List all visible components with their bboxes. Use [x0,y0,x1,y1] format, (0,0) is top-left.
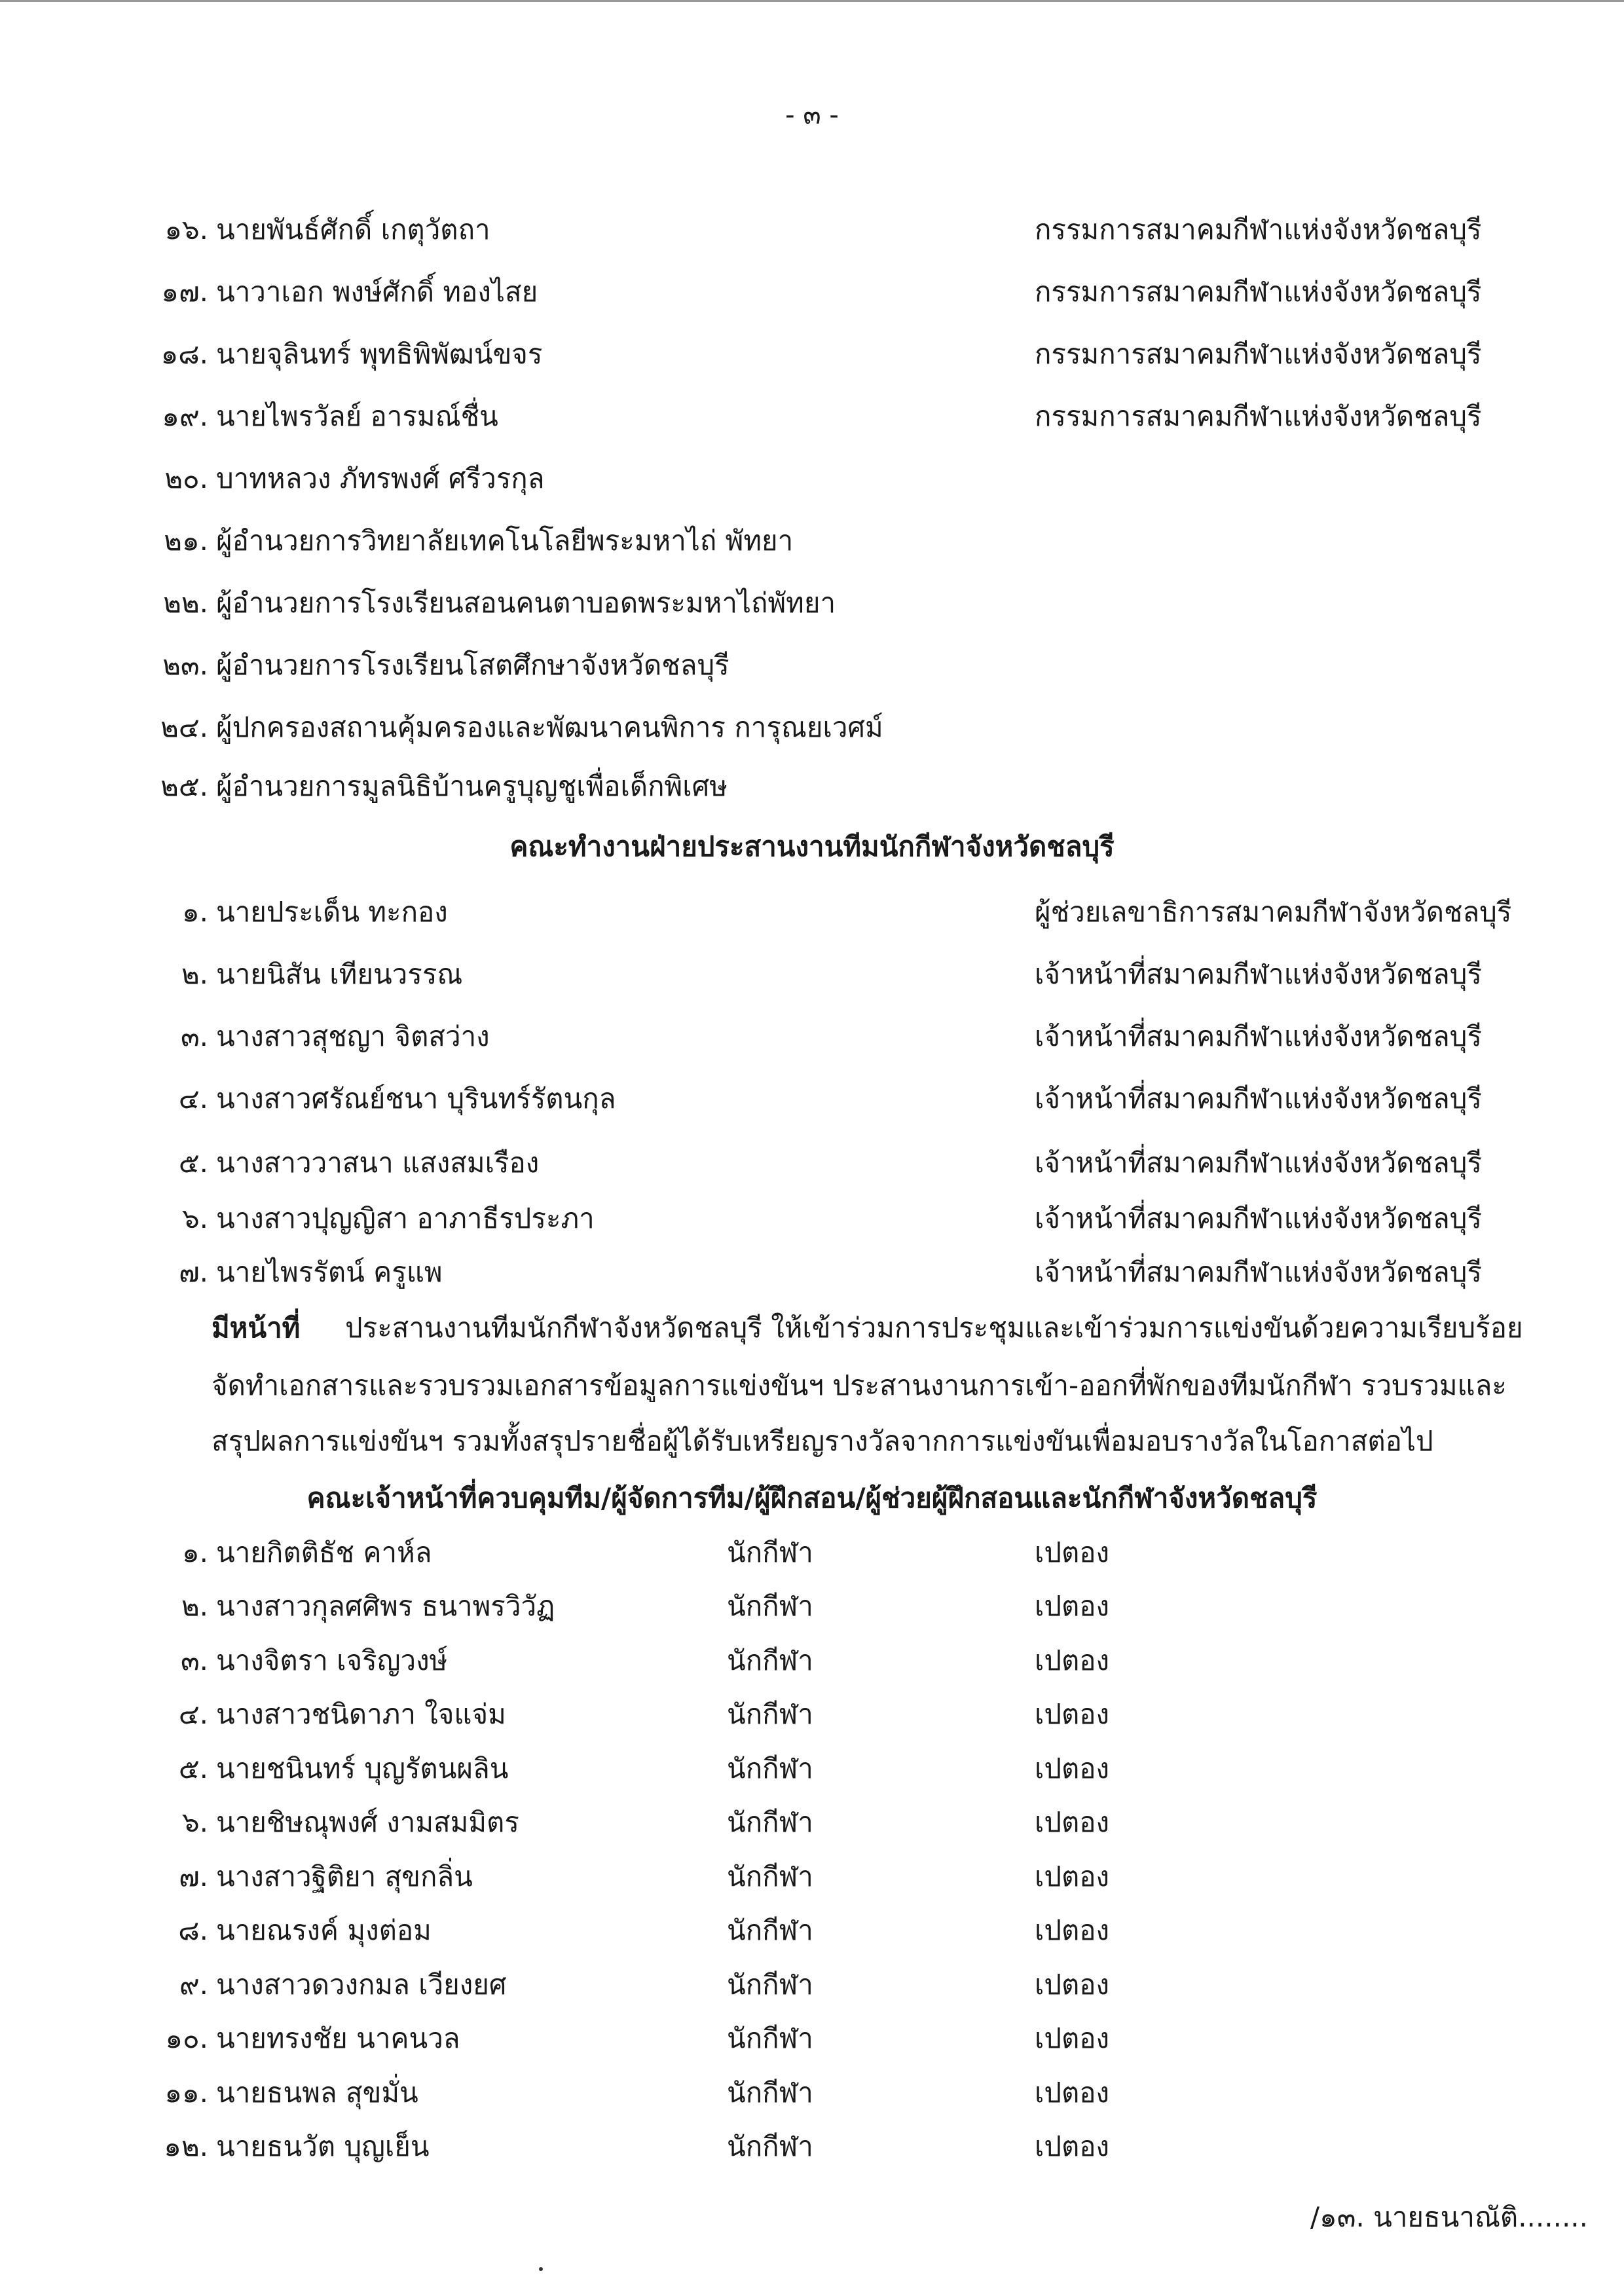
member-position: นักกีฬา [727,1969,813,2001]
member-number: ๔. [178,1698,208,1730]
member-name: นายชิษณุพงศ์ งามสมมิตร [216,1806,519,1838]
member-name: ผู้อำนวยการโรงเรียนสอนคนตาบอดพระมหาไถ่พัทยา [216,587,836,619]
member-number: ๑๗. [161,276,208,308]
member-number: ๒๕. [160,770,208,802]
member-position: นักกีฬา [727,1644,813,1676]
member-role: ผู้ช่วยเลขาธิการสมาคมกีฬาจังหวัดชลบุรี [1035,896,1512,928]
coordination-heading: คณะทำงานฝ่ายประสานงานทีมนักกีฬาจังหวัดชลบุรี [509,830,1115,862]
member-role: กรรมการสมาคมกีฬาแห่งจังหวัดชลบุรี [1035,338,1482,370]
member-sport: เปตอง [1035,1969,1110,2001]
member-name: นางสาวดวงกมล เวียงยศ [216,1969,507,2001]
member-sport: เปตอง [1035,1590,1110,1622]
member-position: นักกีฬา [727,1914,813,1946]
member-number: ๕. [178,1147,208,1179]
member-name: นายกิตติธัช คาห์ล [216,1536,432,1568]
member-name: นางสาววาสนา แสงสมเรือง [216,1147,540,1179]
member-name: นายชนินทร์ บุญรัตนผลิน [216,1752,509,1784]
member-name: นายธนวัต บุญเย็น [216,2130,430,2162]
team-heading: คณะเจ้าหน้าที่ควบคุมทีม/ผู้จัดการทีม/ผู้ฝึกสอน/ผู้ช่วยผู้ฝึกสอนและนักกีฬาจังหวัดชลบุรี [306,1482,1318,1514]
member-number: ๑. [181,1536,208,1568]
member-number: ๑๙. [162,400,208,432]
member-position: นักกีฬา [727,1698,813,1730]
member-number: ๒. [181,1590,208,1622]
member-name: ผู้อำนวยการโรงเรียนโสตศึกษาจังหวัดชลบุรี [216,649,729,681]
member-position: นักกีฬา [727,1860,813,1893]
member-sport: เปตอง [1035,1752,1110,1784]
member-position: นักกีฬา [727,1806,813,1838]
member-number: ๒๑. [164,525,208,557]
member-role: เจ้าหน้าที่สมาคมกีฬาแห่งจังหวัดชลบุรี [1035,958,1483,990]
member-role: เจ้าหน้าที่สมาคมกีฬาแห่งจังหวัดชลบุรี [1035,1202,1483,1234]
member-name: นางสาวฐิติยา สุขกลิ่น [216,1860,473,1893]
page-number: - ๓ - [785,100,839,130]
member-position: นักกีฬา [727,1752,813,1784]
continuation-note: /๑๓. นายธนาณัติ........ [1310,2201,1588,2233]
member-role: เจ้าหน้าที่สมาคมกีฬาแห่งจังหวัดชลบุรี [1035,1082,1483,1115]
member-position: นักกีฬา [727,1590,813,1622]
member-name: นายจุลินทร์ พุทธิพิพัฒน์ขจร [216,338,543,370]
member-name: นางสาวชนิดาภา ใจแจ่ม [216,1698,506,1730]
member-position: นักกีฬา [727,1536,813,1568]
member-name: ผู้อำนวยการวิทยาลัยเทคโนโลยีพระมหาไถ่ พัทยา [216,525,794,557]
member-sport: เปตอง [1035,1698,1110,1730]
member-name: นายทรงชัย นาคนวล [216,2022,460,2054]
scan-top-edge [0,0,1624,2]
member-sport: เปตอง [1035,2022,1110,2054]
member-number: ๗. [179,1256,208,1288]
member-role: เจ้าหน้าที่สมาคมกีฬาแห่งจังหวัดชลบุรี [1035,1147,1483,1179]
member-role: เจ้าหน้าที่สมาคมกีฬาแห่งจังหวัดชลบุรี [1035,1256,1483,1288]
member-number: ๓. [180,1644,208,1676]
member-name: ผู้ปกครองสถานคุ้มครองและพัฒนาคนพิการ การุณยเวศม์ [216,711,883,743]
member-number: ๒๐. [164,462,208,494]
duty-line: ประสานงานทีมนักกีฬาจังหวัดชลบุรี ให้เข้าร่วมการประชุมและเข้าร่วมการแข่งขันด้วยความเรียบร้อย [345,1312,1523,1344]
member-name: นางสาวกุลศศิพร ธนาพรวิวัฏ [216,1590,555,1622]
scan-speck [539,2267,543,2271]
member-number: ๑๑. [164,2077,208,2109]
member-sport: เปตอง [1035,1806,1110,1838]
member-position: นักกีฬา [727,2130,813,2162]
member-name: นายไพรวัลย์ อารมณ์ชื่น [216,400,498,432]
member-number: ๒๓. [162,649,208,681]
member-sport: เปตอง [1035,2130,1110,2162]
member-number: ๑. [181,896,208,928]
member-role: กรรมการสมาคมกีฬาแห่งจังหวัดชลบุรี [1035,213,1482,246]
member-name: นางสาวสุชญา จิตสว่าง [216,1020,490,1052]
member-name: นายประเด็น ทะกอง [216,896,448,928]
duty-line: จัดทำเอกสารและรวบรวมเอกสารข้อมูลการแข่งขันฯ ประสานงานการเข้า-ออกที่พักของทีมนักกีฬา รวบรวมและ [212,1369,1507,1401]
member-number: ๒. [181,958,208,990]
member-number: ๑๘. [160,338,208,370]
member-sport: เปตอง [1035,2077,1110,2109]
member-number: ๗. [179,1860,208,1893]
member-number: ๘. [178,1914,208,1946]
member-name: บาทหลวง ภัทรพงศ์ ศรีวรกุล [216,462,545,494]
member-position: นักกีฬา [727,2077,813,2109]
member-position: นักกีฬา [727,2022,813,2054]
member-sport: เปตอง [1035,1536,1110,1568]
member-number: ๙. [179,1969,208,2001]
member-name: นายพันธ์ศักดิ์ เกตุวัตถา [216,213,490,246]
member-sport: เปตอง [1035,1914,1110,1946]
member-name: ผู้อำนวยการมูลนิธิบ้านครูบุญชูเพื่อเด็กพิเศษ [216,770,728,802]
duty-line: สรุปผลการแข่งขันฯ รวมทั้งสรุปรายชื่อผู้ได้รับเหรียญรางวัลจากการแข่งขันเพื่อมอบรางวัลในโอกาสต่อไป [212,1425,1433,1457]
duty-label: มีหน้าที่ [212,1312,301,1344]
member-number: ๖. [181,1806,208,1838]
member-sport: เปตอง [1035,1860,1110,1893]
member-number: ๑๖. [164,213,208,246]
member-number: ๑๒. [164,2130,208,2162]
member-name: นายนิสัน เทียนวรรณ [216,958,463,990]
member-name: นางสาวศรัณย์ชนา บุรินทร์รัตนกุล [216,1082,616,1115]
member-number: ๕. [178,1752,208,1784]
member-number: ๔. [178,1082,208,1115]
member-number: ๑๐. [165,2022,208,2054]
member-role: กรรมการสมาคมกีฬาแห่งจังหวัดชลบุรี [1035,400,1482,432]
member-name: นายไพรรัตน์ ครูแพ [216,1256,443,1288]
member-name: นายณรงค์ มุงต่อม [216,1914,432,1946]
member-name: นายธนพล สุขมั่น [216,2077,418,2109]
member-number: ๓. [180,1020,208,1052]
member-name: นางจิตรา เจริญวงษ์ [216,1644,448,1676]
member-number: ๖. [181,1202,208,1234]
member-role: เจ้าหน้าที่สมาคมกีฬาแห่งจังหวัดชลบุรี [1035,1020,1483,1052]
member-role: กรรมการสมาคมกีฬาแห่งจังหวัดชลบุรี [1035,276,1482,308]
member-number: ๒๔. [160,711,208,743]
member-number: ๒๒. [163,587,208,619]
member-name: นาวาเอก พงษ์ศักดิ์ ทองไสย [216,276,538,308]
member-sport: เปตอง [1035,1644,1110,1676]
member-name: นางสาวปุญญิสา อาภาธีรประภา [216,1202,595,1234]
